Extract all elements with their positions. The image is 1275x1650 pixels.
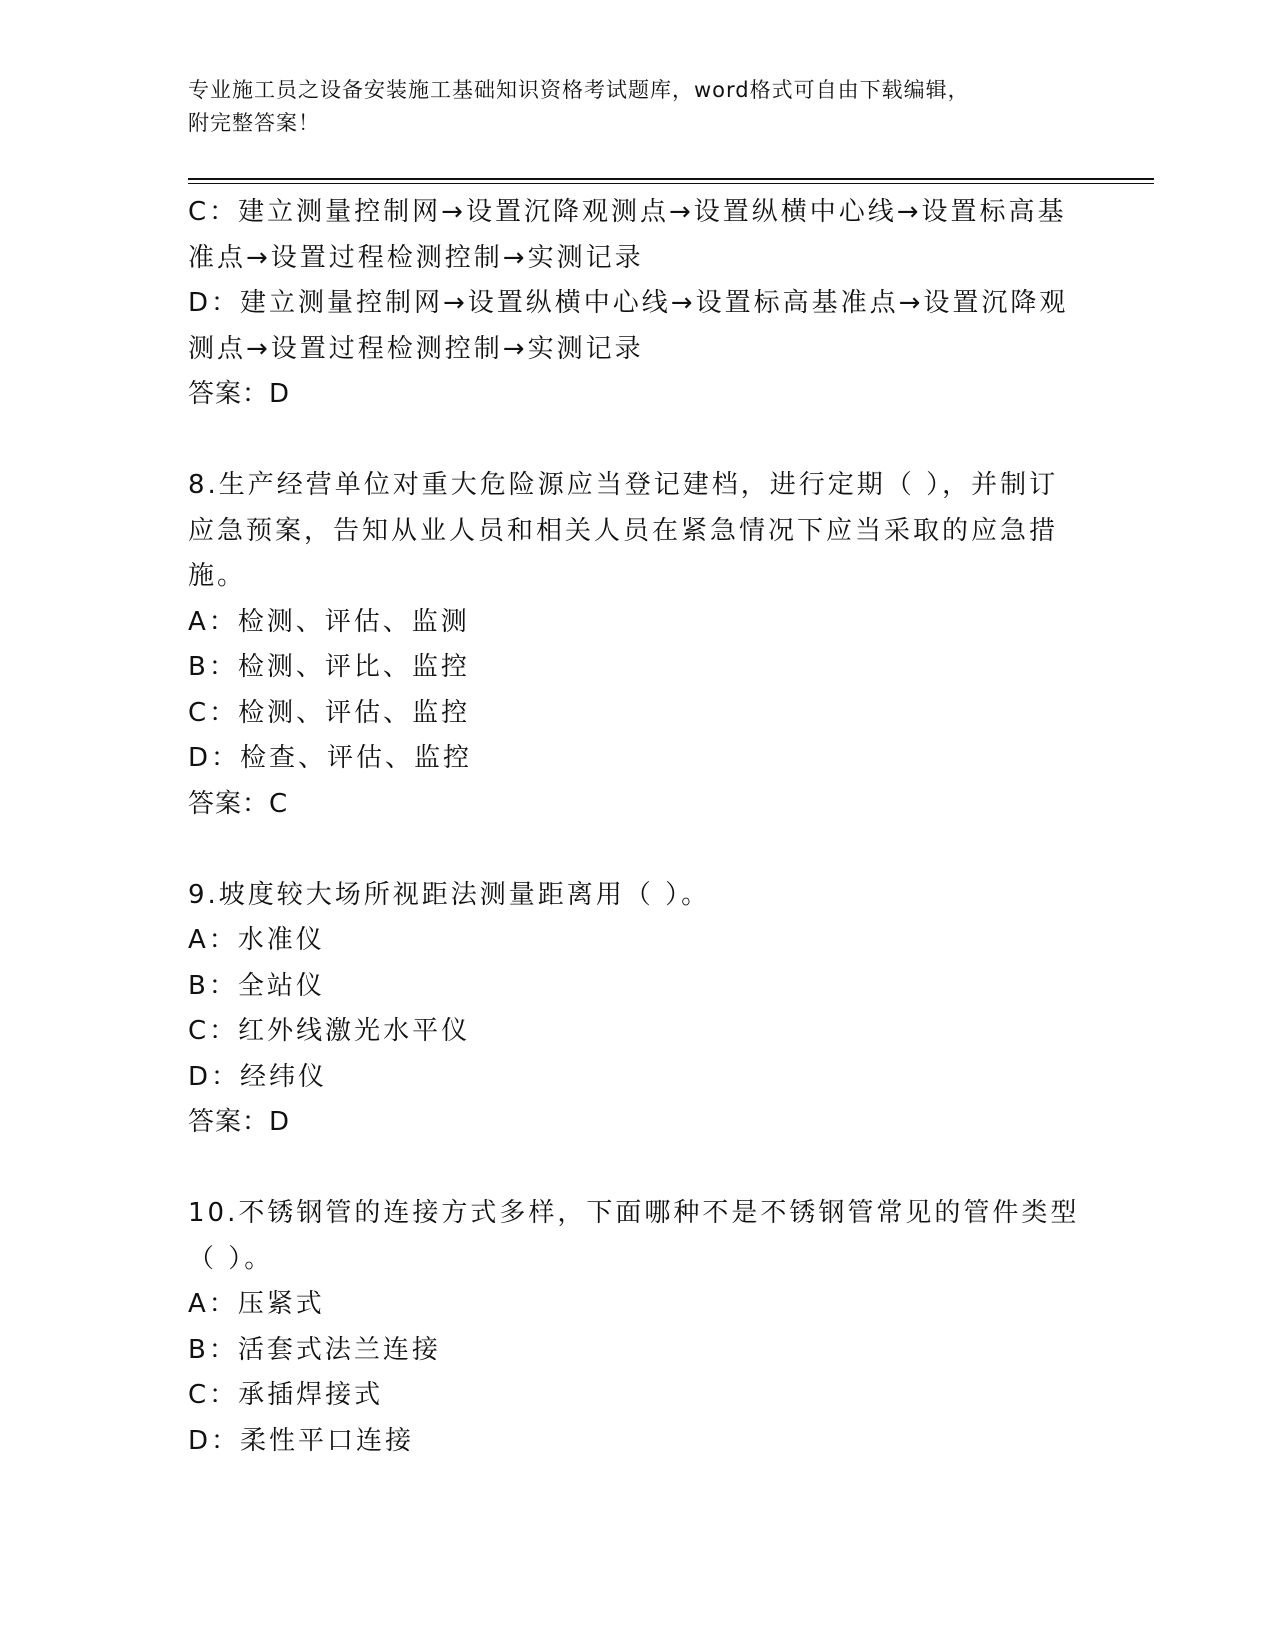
option-c: C：检测、评估、监控: [188, 697, 471, 728]
option-a: A：检测、评估、监测: [188, 606, 470, 637]
option-d: D：经纬仪: [188, 1061, 328, 1092]
option-c-continued: 准点→设置过程检测控制→实测记录: [188, 242, 644, 273]
question-8: [188, 463, 1078, 827]
header-divider-thick: [188, 178, 1154, 180]
option-c: C：承插焊接式: [188, 1380, 384, 1410]
option-c: C：建立测量控制网→设置沉降观测点→设置纵横中心线→设置标高基: [188, 197, 1067, 227]
spacer: [188, 827, 1078, 873]
spacer: [188, 418, 1078, 464]
option-b: B：全站仪: [188, 970, 325, 1001]
question-9: [188, 873, 1078, 1146]
option-a: A：压紧式: [188, 1289, 325, 1319]
answer: 答案：D: [188, 379, 291, 409]
question-stem: 10.不锈钢管的连接方式多样，下面哪种不是不锈钢管常见的管件类型: [188, 1198, 1080, 1228]
question-stem: 9.坡度较大场所视距法测量距离用（ ）。: [188, 879, 711, 910]
option-d: D：柔性平口连接: [188, 1425, 415, 1456]
option-b: B：检测、评比、监控: [188, 652, 470, 682]
option-d-continued: 测点→设置过程检测控制→实测记录: [188, 333, 644, 364]
header-line: 专业施工员之设备安装施工基础知识资格考试题库，word格式可自由下载编辑，: [188, 78, 970, 102]
question-stem: 施。: [188, 561, 247, 591]
header-line: 附完整答案！: [188, 111, 320, 135]
question-stem: 应急预案，告知从业人员和相关人员在紧急情况下应当采取的应急措: [188, 515, 1059, 546]
answer: 答案：C: [188, 788, 289, 819]
option-a: A：水准仪: [188, 925, 325, 955]
question-stem: 8.生产经营单位对重大危险源应当登记建档，进行定期（ ），并制订: [188, 470, 1059, 500]
question-stem: （ ）。: [188, 1243, 274, 1274]
option-c: C：红外线激光水平仪: [188, 1016, 471, 1046]
question-10: [188, 1191, 1078, 1464]
option-d: D：建立测量控制网→设置纵横中心线→设置标高基准点→设置沉降观: [188, 288, 1069, 318]
spacer: [188, 1146, 1078, 1192]
header-divider-thin: [188, 183, 1154, 184]
question-content: [188, 190, 1078, 1464]
question-7: [188, 190, 1078, 418]
answer: 答案：D: [188, 1107, 291, 1137]
option-b: B：活套式法兰连接: [188, 1334, 441, 1365]
option-d: D：检查、评估、监控: [188, 743, 473, 773]
page-header: [188, 74, 1068, 140]
